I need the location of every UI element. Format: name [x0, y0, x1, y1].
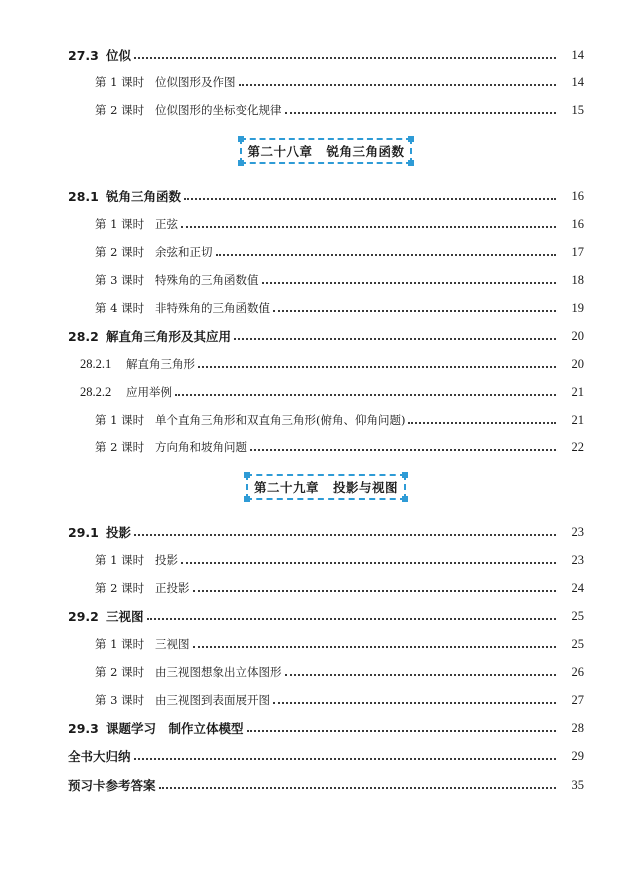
- entry-label: [95, 412, 405, 428]
- page-number: 35: [571, 777, 584, 792]
- chapter-heading: [246, 474, 406, 500]
- entry-number: 第 3 课时: [95, 273, 145, 287]
- entry-title: 位似: [106, 48, 132, 63]
- entry-label: [68, 747, 131, 765]
- entry-number: 第 1 课时: [95, 637, 145, 651]
- toc-entry[interactable]: [68, 521, 584, 543]
- entry-label: [95, 636, 190, 652]
- dot-leader: [239, 84, 557, 86]
- dot-leader: [285, 112, 557, 114]
- entry-label: [95, 216, 178, 232]
- chapter-heading: [240, 138, 412, 164]
- chapter-number: 第二十八章: [247, 144, 313, 159]
- entry-number: 第 1 课时: [95, 413, 145, 427]
- entry-label: [95, 664, 282, 680]
- dot-leader: [181, 562, 556, 564]
- entry-title: 正弦: [155, 217, 178, 231]
- toc-entry[interactable]: [80, 381, 584, 403]
- entry-label: [95, 102, 282, 118]
- entry-title: 应用举例: [126, 385, 172, 399]
- page-number: 20: [571, 328, 584, 343]
- entry-number: 第 2 课时: [95, 245, 145, 259]
- entry-title: 预习卡参考答案: [68, 778, 156, 793]
- entry-label: [68, 523, 131, 541]
- entry-label: [80, 384, 172, 400]
- page-number: 16: [571, 216, 584, 231]
- entry-title: 由三视图到表面展开图: [155, 693, 270, 707]
- entry-label: [68, 46, 131, 64]
- entry-number: 27.3: [68, 48, 99, 63]
- entry-title: 单个直角三角形和双直角三角形(俯角、仰角问题): [155, 413, 406, 427]
- page-number: 19: [571, 300, 584, 315]
- entry-title: 正投影: [155, 581, 190, 595]
- corner-square: [408, 136, 414, 142]
- toc-entry[interactable]: [68, 325, 584, 347]
- dot-leader: [273, 702, 556, 704]
- toc-entry[interactable]: [95, 436, 584, 458]
- page-number: 21: [571, 412, 584, 427]
- toc-entry[interactable]: [95, 633, 584, 655]
- dot-leader: [159, 787, 556, 789]
- corner-square: [402, 472, 408, 478]
- toc-entry[interactable]: [68, 717, 584, 739]
- page-number: 17: [571, 244, 584, 259]
- entry-label: [80, 356, 195, 372]
- dot-leader: [134, 534, 556, 536]
- toc-entry[interactable]: [95, 689, 584, 711]
- dot-leader: [273, 310, 556, 312]
- page-number: 16: [571, 188, 584, 203]
- toc-entry[interactable]: [95, 269, 584, 291]
- entry-label: [68, 607, 144, 625]
- entry-title: 余弦和正切: [155, 245, 213, 259]
- page-number: 21: [571, 384, 584, 399]
- page-number: 14: [571, 74, 584, 89]
- corner-square: [244, 472, 250, 478]
- entry-number: 第 3 课时: [95, 693, 145, 707]
- dot-leader: [408, 422, 556, 424]
- entry-title: 特殊角的三角函数值: [155, 273, 259, 287]
- entry-number: 29.2: [68, 609, 99, 624]
- corner-square: [238, 136, 244, 142]
- toc-entry[interactable]: [95, 71, 584, 93]
- entry-label: [95, 244, 213, 260]
- page-number: 25: [571, 608, 584, 623]
- dot-leader: [262, 282, 557, 284]
- dot-leader: [184, 198, 556, 200]
- page-number: 26: [571, 664, 584, 679]
- entry-label: [95, 580, 190, 596]
- entry-label: [95, 74, 236, 90]
- entry-title: 全书大归纳: [68, 749, 131, 764]
- dot-leader: [134, 57, 556, 59]
- page-number: 14: [571, 47, 584, 62]
- entry-title: 由三视图想象出立体图形: [155, 665, 282, 679]
- dot-leader: [198, 366, 556, 368]
- entry-number: 28.2.2: [80, 385, 112, 399]
- toc-entry[interactable]: [95, 297, 584, 319]
- entry-title: 锐角三角函数: [106, 189, 182, 204]
- entry-title: 投影: [155, 553, 178, 567]
- dot-leader: [193, 646, 557, 648]
- entry-title: 解直角三角形: [126, 357, 195, 371]
- entry-label: [95, 300, 270, 316]
- corner-square: [238, 160, 244, 166]
- page-number: 20: [571, 356, 584, 371]
- toc-entry[interactable]: [68, 774, 584, 796]
- page-number: 18: [571, 272, 584, 287]
- toc-entry[interactable]: [95, 409, 584, 431]
- entry-number: 第 1 课时: [95, 75, 145, 89]
- corner-square: [402, 496, 408, 502]
- entry-label: [95, 692, 270, 708]
- entry-label: [95, 552, 178, 568]
- toc-entry[interactable]: [95, 99, 584, 121]
- entry-number: 第 4 课时: [95, 301, 145, 315]
- entry-number: 29.3: [68, 721, 99, 736]
- entry-title: 三视图: [106, 609, 144, 624]
- entry-title: 位似图形及作图: [155, 75, 236, 89]
- entry-number: 第 1 课时: [95, 553, 145, 567]
- dot-leader: [193, 590, 557, 592]
- page-number: 28: [571, 720, 584, 735]
- toc-entry[interactable]: [68, 44, 584, 66]
- corner-square: [408, 160, 414, 166]
- entry-title: 方向角和坡角问题: [155, 440, 247, 454]
- entry-number: 第 2 课时: [95, 440, 145, 454]
- dot-leader: [134, 758, 556, 760]
- toc-entry[interactable]: [95, 549, 584, 571]
- toc-entry[interactable]: [68, 185, 584, 207]
- toc-entry[interactable]: [95, 661, 584, 683]
- entry-number: 29.1: [68, 525, 99, 540]
- toc-entry[interactable]: [95, 213, 584, 235]
- entry-number: 28.2.1: [80, 357, 112, 371]
- page-number: 23: [571, 552, 584, 567]
- toc-entry[interactable]: [80, 353, 584, 375]
- entry-label: [68, 776, 156, 794]
- entry-title: 位似图形的坐标变化规律: [155, 103, 282, 117]
- toc-entry[interactable]: [68, 605, 584, 627]
- entry-number: 第 2 课时: [95, 581, 145, 595]
- chapter-title: 投影与视图: [333, 480, 399, 495]
- page-number: 22: [571, 439, 584, 454]
- dot-leader: [175, 394, 556, 396]
- page-number: 15: [571, 102, 584, 117]
- dot-leader: [181, 226, 556, 228]
- entry-number: 28.2: [68, 329, 99, 344]
- entry-title: 三视图: [155, 637, 190, 651]
- entry-label: [68, 327, 231, 345]
- toc-entry[interactable]: [68, 745, 584, 767]
- dot-leader: [250, 449, 556, 451]
- page-number: 23: [571, 524, 584, 539]
- page-number: 27: [571, 692, 584, 707]
- corner-square: [244, 496, 250, 502]
- entry-label: [68, 719, 244, 737]
- entry-number: 第 2 课时: [95, 103, 145, 117]
- entry-label: [68, 187, 181, 205]
- chapter-number: 第二十九章: [253, 480, 319, 495]
- entry-number: 第 1 课时: [95, 217, 145, 231]
- dot-leader: [147, 618, 556, 620]
- page-number: 24: [571, 580, 584, 595]
- toc-entry[interactable]: [95, 241, 584, 263]
- chapter-title: 锐角三角函数: [326, 144, 405, 159]
- entry-title: 投影: [106, 525, 132, 540]
- dot-leader: [285, 674, 557, 676]
- entry-number: 第 2 课时: [95, 665, 145, 679]
- entry-title: 课题学习 制作立体模型: [106, 721, 244, 736]
- entry-number: 28.1: [68, 189, 99, 204]
- entry-label: [95, 272, 259, 288]
- page-number: 25: [571, 636, 584, 651]
- dot-leader: [216, 254, 557, 256]
- entry-title: 非特殊角的三角函数值: [155, 301, 270, 315]
- entry-label: [95, 439, 247, 455]
- dot-leader: [234, 338, 556, 340]
- entry-title: 解直角三角形及其应用: [106, 329, 232, 344]
- dot-leader: [247, 730, 556, 732]
- toc-entry[interactable]: [95, 577, 584, 599]
- page-number: 29: [571, 748, 584, 763]
